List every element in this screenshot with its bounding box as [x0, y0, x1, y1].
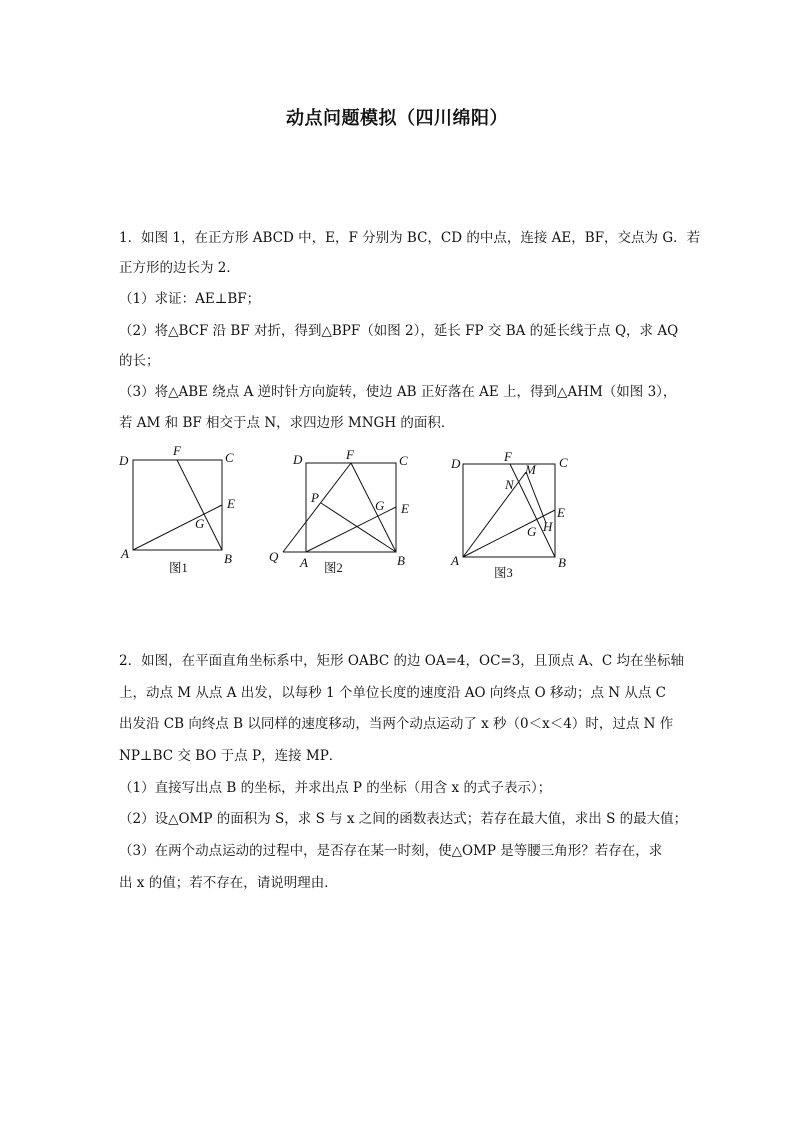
fig1-line-ae — [133, 505, 222, 550]
fig3-label-c: C — [559, 455, 568, 470]
q2-stem-line-1: 2．如图，在平面直角坐标系中，矩形 OABC 的边 OA=4，OC=3，且顶点 A、C 均在坐标轴 — [119, 653, 684, 669]
fig3-caption: 图3 — [494, 566, 513, 580]
fig1-label-a: A — [121, 546, 129, 561]
fig2-label-g: G — [375, 498, 385, 513]
fig3-line-ae — [463, 510, 555, 557]
page-title: 动点问题模拟（四川绵阳） — [286, 108, 508, 129]
fig2-line-ae — [306, 507, 396, 552]
fig2-label-d: D — [293, 452, 303, 467]
fig2-label-f: F — [346, 447, 354, 462]
q2-part-3-line-1: （3）在两个动点运动的过程中，是否存在某一时刻，使△OMP 是等腰三角形？若存在，求 — [119, 843, 663, 859]
fig2-label-p: P — [311, 490, 319, 505]
fig1-label-d: D — [119, 453, 129, 468]
fig2-line-fb — [351, 463, 396, 552]
q2-part-3-line-2: 出 x 的值；若不存在，请说明理由． — [119, 875, 338, 891]
fig1-line-bf — [177, 460, 222, 550]
fig2-label-e: E — [401, 501, 409, 516]
fig2-label-b: B — [397, 553, 405, 568]
fig3-label-g: G — [527, 524, 537, 539]
fig3-label-b: B — [558, 555, 566, 570]
fig1-label-c: C — [225, 450, 234, 465]
fig3-label-m: M — [525, 462, 536, 477]
fig3-label-h: H — [543, 519, 553, 534]
fig2-caption: 图2 — [324, 561, 343, 575]
fig1-label-f: F — [173, 443, 181, 458]
q1-part-3-line-1: （3）将△ABE 绕点 A 逆时针方向旋转，使边 AB 正好落在 AE 上，得到△AHM（如图 3）， — [119, 384, 677, 400]
figures — [0, 440, 794, 600]
q2-part-1: （1）直接写出点 B 的坐标，并求出点 P 的坐标（用含 x 的式子表示）； — [119, 780, 552, 796]
fig1-square — [133, 460, 222, 550]
fig2-line-pb — [321, 503, 396, 552]
q2-stem-line-4: NP⊥BC 交 BO 于点 P，连接 MP． — [119, 748, 343, 764]
fig3-label-n: N — [505, 477, 514, 492]
fig1-label-b: B — [224, 551, 232, 566]
fig1-caption: 图1 — [169, 561, 188, 575]
fig3-line-bf — [510, 464, 555, 557]
figure-2 — [269, 447, 409, 575]
q1-stem-line-2: 正方形的边长为 2． — [119, 260, 240, 276]
fig2-label-q: Q — [269, 549, 279, 564]
fig3-label-d: D — [451, 456, 461, 471]
fig1-label-g: G — [195, 516, 205, 531]
fig2-label-a: A — [300, 555, 308, 570]
fig3-label-f: F — [504, 449, 512, 464]
q1-part-2-line-1: （2）将△BCF 沿 BF 对折，得到△BPF（如图 2），延长 FP 交 BA 的延长线于点 Q，求 AQ — [119, 323, 679, 339]
q2-stem-line-3: 出发沿 CB 向终点 B 以同样的速度移动，当两个动点运动了 x 秒（0＜x＜4）时，过点 N 作 — [119, 716, 674, 732]
q1-part-3-line-2: 若 AM 和 BF 相交于点 N，求四边形 MNGH 的面积． — [119, 415, 455, 431]
q1-part-1: （1）求证：AE⊥BF； — [119, 291, 261, 307]
q1-part-2-line-2: 的长； — [119, 353, 160, 369]
q1-stem-line-1: 1．如图 1，在正方形 ABCD 中，E，F 分别为 BC，CD 的中点，连接 AE，BF，交点为 G．若 — [119, 230, 701, 246]
fig3-line-mh — [526, 472, 546, 523]
fig3-label-a: A — [451, 553, 459, 568]
q2-part-2: （2）设△OMP 的面积为 S，求 S 与 x 之间的函数表达式；若存在最大值，求出 S 的最大值； — [119, 811, 688, 827]
fig1-label-e: E — [227, 496, 235, 511]
fig3-line-am — [463, 472, 526, 557]
fig3-label-e: E — [557, 505, 565, 520]
fig2-line-qf — [283, 463, 351, 552]
fig2-label-c: C — [399, 453, 408, 468]
figure-3 — [450, 449, 568, 580]
figure-1 — [118, 443, 235, 575]
q2-stem-line-2: 上，动点 M 从点 A 出发，以每秒 1 个单位长度的速度沿 AO 向终点 O 移动；点 N 从点 C — [119, 685, 666, 701]
